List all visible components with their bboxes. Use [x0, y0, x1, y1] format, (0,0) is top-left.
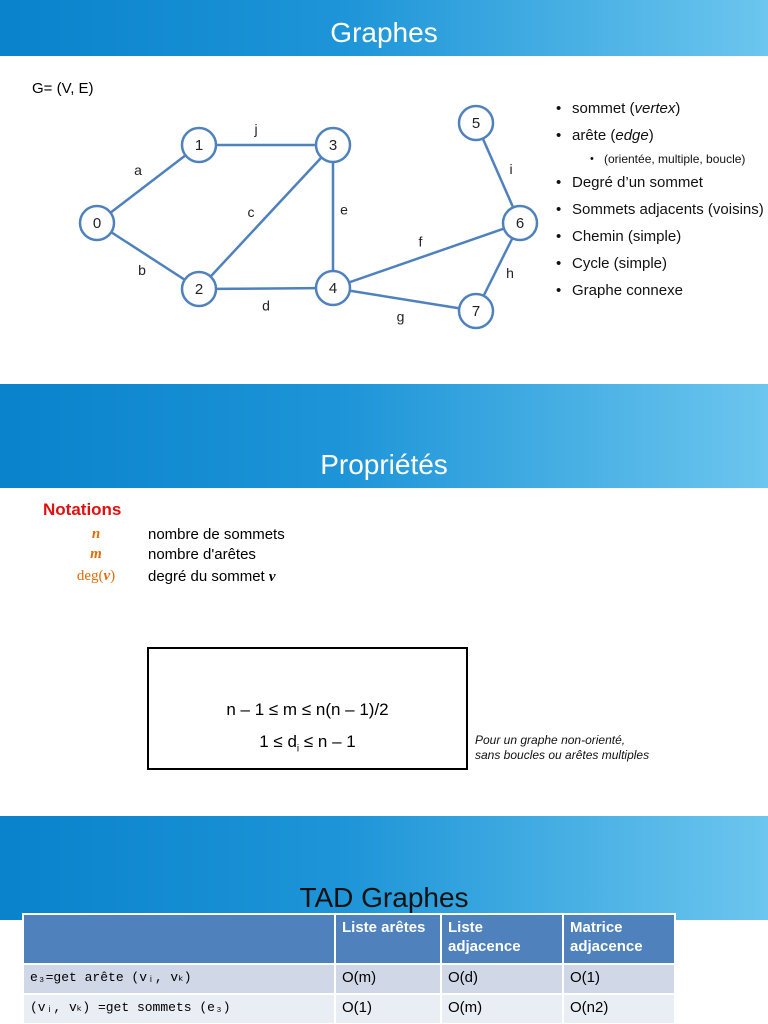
list-item: • arête (edge) — [556, 127, 768, 145]
table-cell: O(m) — [441, 994, 563, 1024]
table-cell-op: e₃=get arête (vᵢ, vₖ) — [23, 964, 335, 994]
graph-edge-c — [199, 145, 333, 289]
table-cell: O(d) — [441, 964, 563, 994]
edge-count-inequality: n – 1 ≤ m ≤ n(n – 1)/2 — [226, 700, 389, 719]
slide1-title: Graphes — [330, 17, 438, 48]
sub-list-item: • (orientée, multiple, boucle) — [556, 152, 768, 166]
list-item: • Cycle (simple) — [556, 255, 768, 273]
notation-symbol: m — [90, 546, 102, 562]
notation-desc: degré du sommet v — [148, 568, 276, 585]
table-cell: O(m) — [335, 964, 441, 994]
slide2-title-banner — [0, 384, 768, 488]
notation-row-n — [0, 526, 420, 546]
table-header-row — [23, 914, 675, 964]
edge-label: a — [134, 162, 142, 178]
list-item: • Degré d’un sommet — [556, 174, 768, 192]
vertex-label: 5 — [471, 115, 481, 132]
notation-desc: nombre de sommets — [148, 526, 285, 543]
graph-terms-list — [556, 100, 768, 309]
slide1-title-banner — [0, 0, 768, 56]
vertex-label: 4 — [328, 280, 338, 297]
inequality-box — [147, 647, 468, 770]
table-header: Liste arêtes — [335, 914, 441, 964]
list-item: • Chemin (simple) — [556, 228, 768, 246]
notation-symbol: n — [91, 526, 101, 542]
table-cell: O(n2) — [563, 994, 675, 1024]
notation-symbol: deg(v) — [76, 568, 116, 584]
edge-label: g — [396, 308, 405, 325]
notations-heading: Notations — [43, 500, 122, 519]
complexity-table — [22, 913, 676, 1024]
edge-label: c — [247, 204, 255, 220]
table-row — [23, 994, 675, 1024]
vertex-label: 2 — [194, 281, 204, 298]
notation-row-deg — [0, 568, 420, 588]
slide2-title: Propriétés — [320, 449, 448, 480]
edge-label: h — [506, 265, 514, 281]
table-cell-op: (vᵢ, vₖ) =get sommets (e₃) — [23, 994, 335, 1024]
table-row — [23, 964, 675, 994]
graph-definition: G= (V, E) — [32, 80, 94, 97]
degree-inequality: $1 \le d_i \le n - 1$ — [259, 732, 356, 755]
edge-label: b — [138, 262, 146, 278]
vertex-label: 7 — [471, 303, 481, 320]
inequality-note: Pour un graphe non-orienté, sans boucles ou arêtes multiples — [475, 733, 650, 762]
table-cell: O(1) — [563, 964, 675, 994]
table-header: Matrice adjacence — [563, 914, 675, 964]
edge-label: f — [418, 233, 423, 250]
table-header — [23, 914, 335, 964]
graph-edge-a — [97, 145, 199, 223]
notation-desc: nombre d'arêtes — [148, 546, 256, 563]
slide3-title-banner — [0, 816, 768, 920]
vertex-label: 1 — [194, 137, 204, 154]
list-item: • Sommets adjacents (voisins) — [556, 201, 768, 219]
edge-label: j — [254, 121, 258, 137]
list-item: • sommet (vertex) — [556, 100, 768, 118]
list-item: • Graphe connexe — [556, 282, 768, 300]
table-cell: O(1) — [335, 994, 441, 1024]
edge-label: i — [509, 161, 513, 177]
edge-label: e — [340, 201, 348, 218]
vertex-label: 3 — [328, 137, 338, 154]
vertex-label: 6 — [515, 215, 525, 232]
vertex-label: 0 — [92, 215, 102, 232]
slide3-title: TAD Graphes — [299, 882, 469, 913]
edge-label: d — [262, 297, 270, 314]
table-header: Liste adjacence — [441, 914, 563, 964]
graph-edge-g — [333, 288, 476, 311]
notation-row-m — [0, 546, 420, 566]
graph-edge-d — [199, 288, 333, 289]
